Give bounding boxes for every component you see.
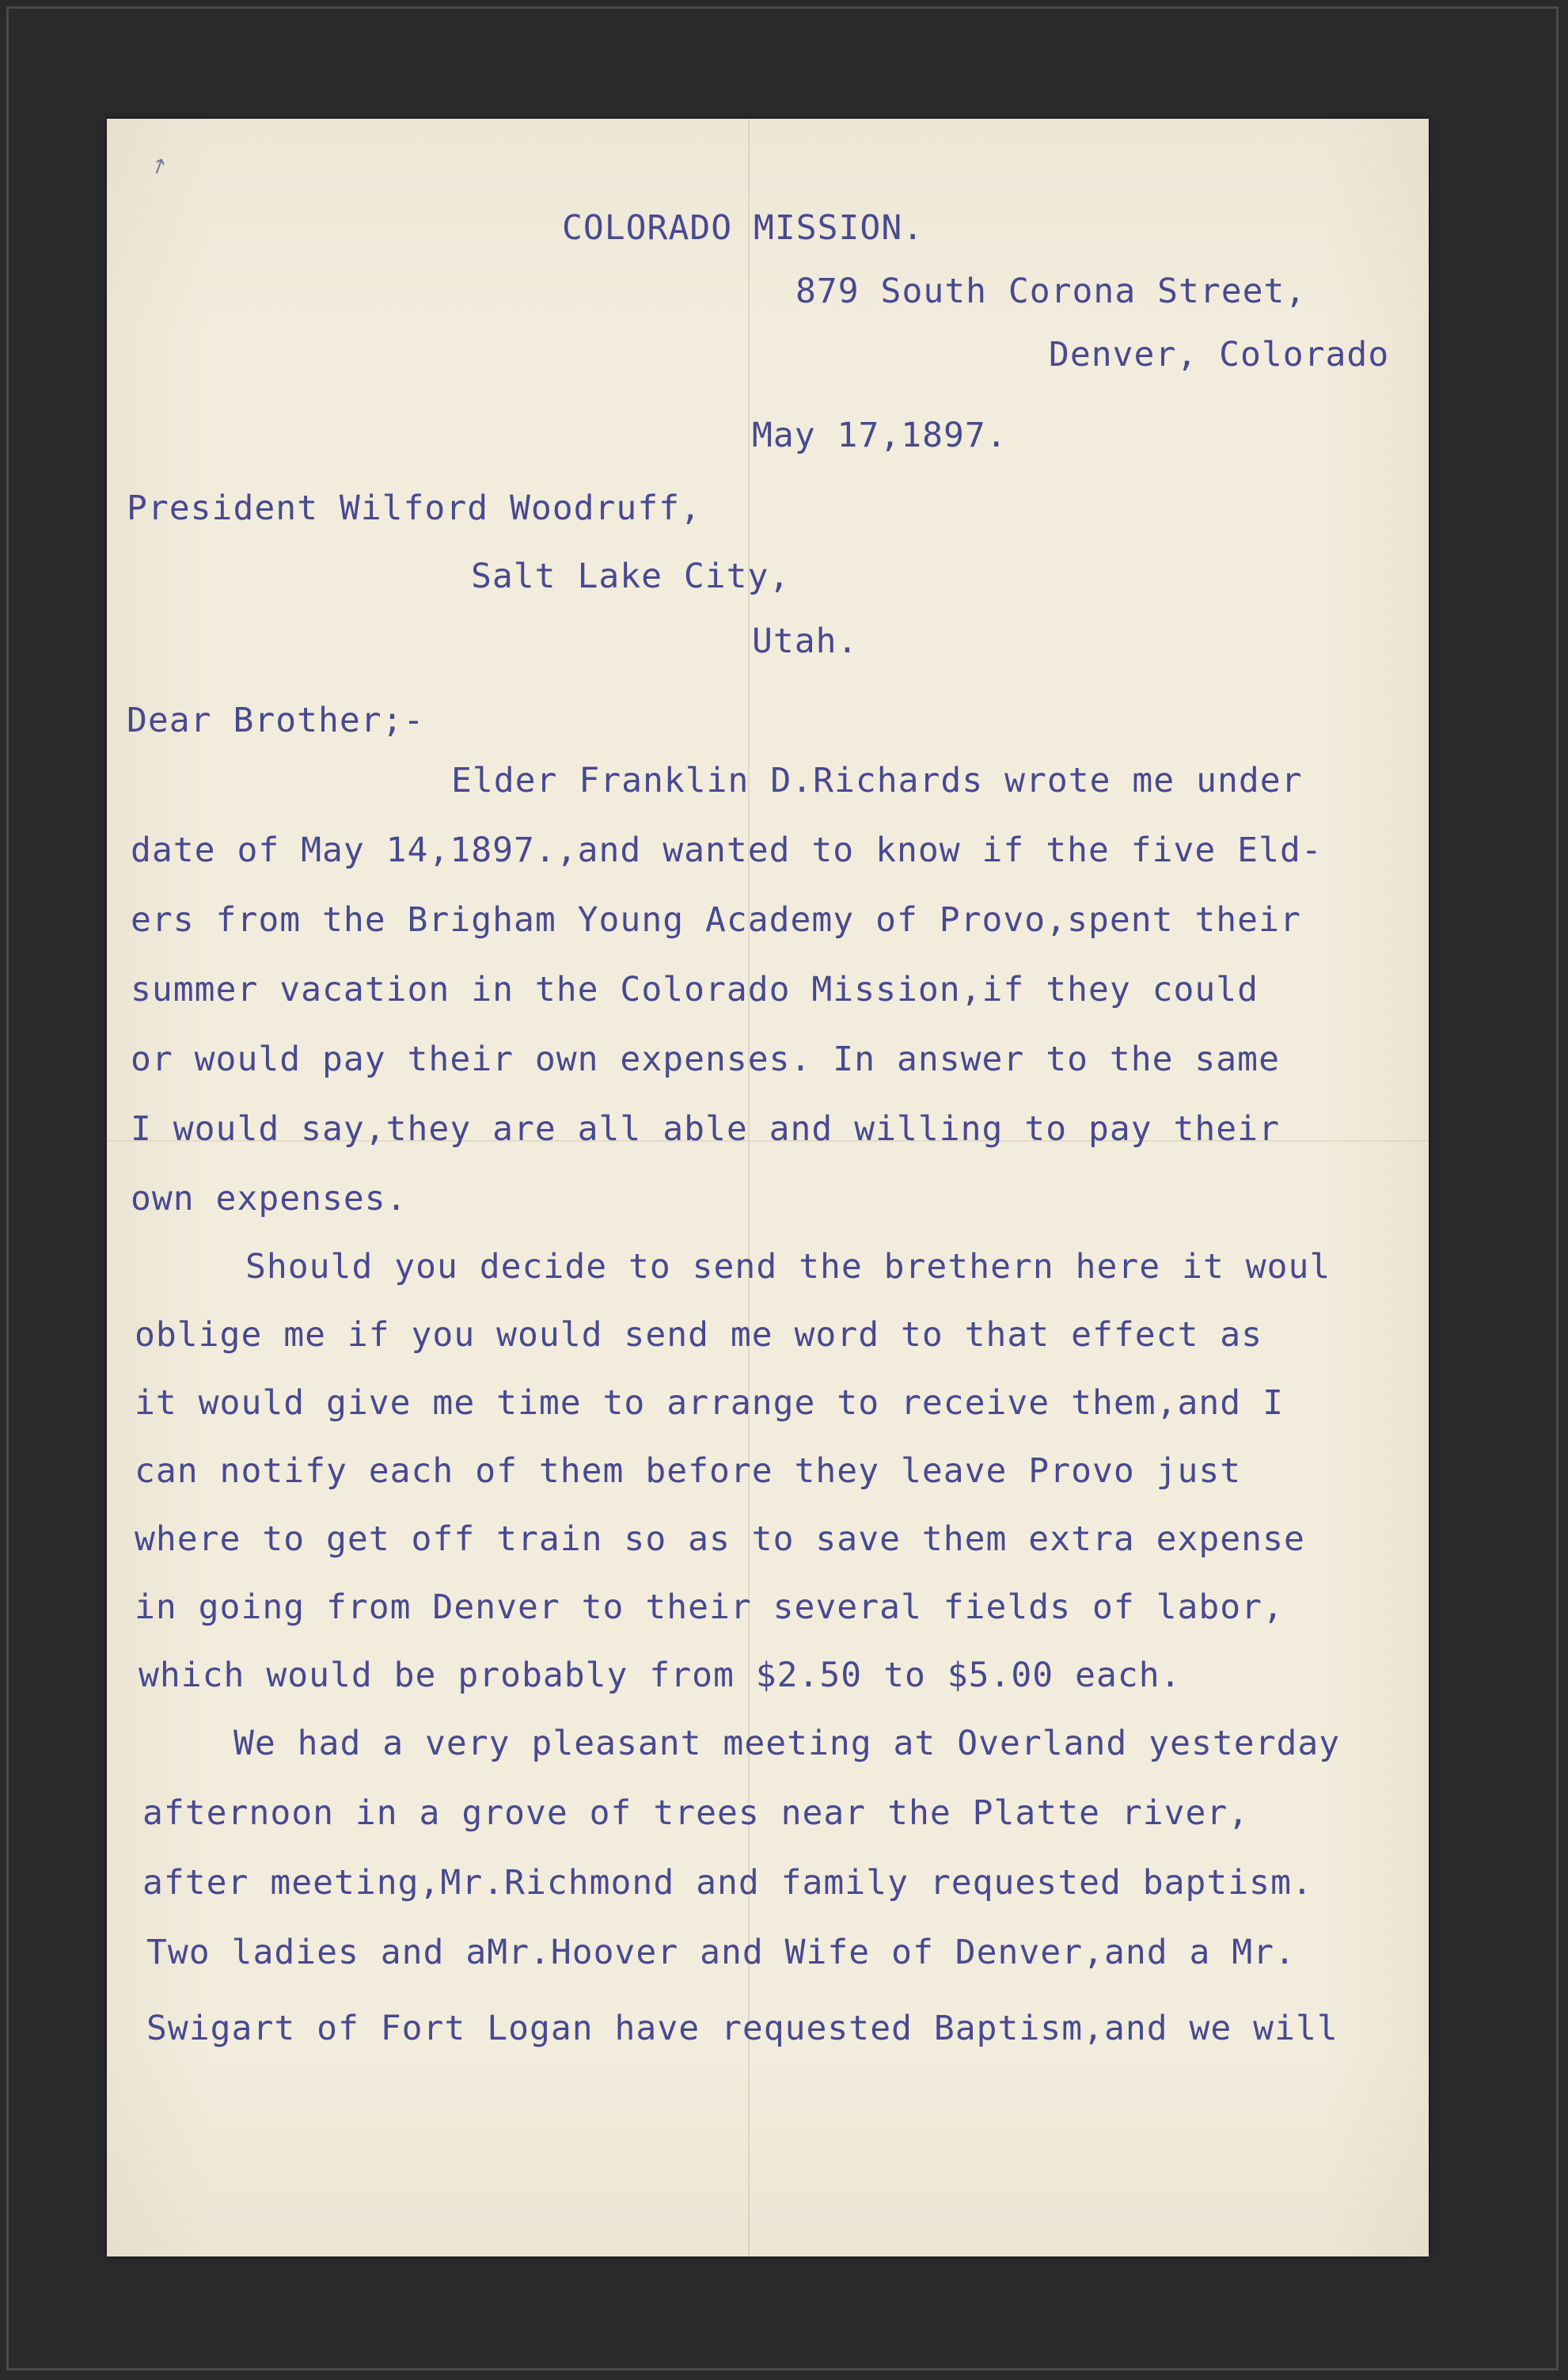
letterhead-city: Denver, Colorado <box>1049 335 1390 374</box>
recipient-city: Salt Lake City, <box>471 557 791 596</box>
body-line: date of May 14,1897.,and wanted to know if the five Eld- <box>131 831 1323 870</box>
letterhead-organization: COLORADO MISSION. <box>562 208 924 248</box>
body-line: summer vacation in the Colorado Mission,if they could <box>131 970 1259 1009</box>
pencil-mark-icon: ↗ <box>146 151 173 181</box>
body-line: own expenses. <box>131 1179 408 1219</box>
body-line: or would pay their own expenses. In answer to the same <box>131 1040 1280 1079</box>
body-line: Elder Franklin D.Richards wrote me under <box>451 761 1303 800</box>
recipient-name: President Wilford Woodruff, <box>127 489 701 528</box>
body-line: Two ladies and aMr.Hoover and Wife of Denver,and a Mr. <box>146 1933 1296 1972</box>
body-line: I would say,they are all able and willing to pay their <box>131 1109 1280 1149</box>
letter-page <box>107 119 1429 2256</box>
body-line: can notify each of them before they leave Provo just <box>135 1451 1242 1491</box>
body-line: after meeting,Mr.Richmond and family requested baptism. <box>142 1863 1313 1903</box>
body-line: it would give me time to arrange to receive them,and I <box>135 1383 1284 1423</box>
body-line: oblige me if you would send me word to that effect as <box>135 1315 1263 1355</box>
body-line: which would be probably from $2.50 to $5.00 each. <box>139 1656 1182 1695</box>
salutation: Dear Brother;- <box>127 701 425 740</box>
body-line: Swigart of Fort Logan have requested Baptism,and we will <box>146 2009 1338 2048</box>
body-line: where to get off train so as to save them extra expense <box>135 1519 1305 1559</box>
body-line: We had a very pleasant meeting at Overland yesterday <box>233 1724 1341 1763</box>
recipient-state: Utah. <box>752 622 859 661</box>
body-line: in going from Denver to their several fields of labor, <box>135 1587 1284 1627</box>
body-line: ers from the Brigham Young Academy of Provo,spent their <box>131 900 1301 940</box>
letter-date: May 17,1897. <box>752 416 1008 455</box>
body-line: afternoon in a grove of trees near the Platte river, <box>142 1793 1250 1833</box>
letterhead-street: 879 South Corona Street, <box>795 272 1307 311</box>
body-line: Should you decide to send the brethern here it woul <box>245 1247 1331 1287</box>
